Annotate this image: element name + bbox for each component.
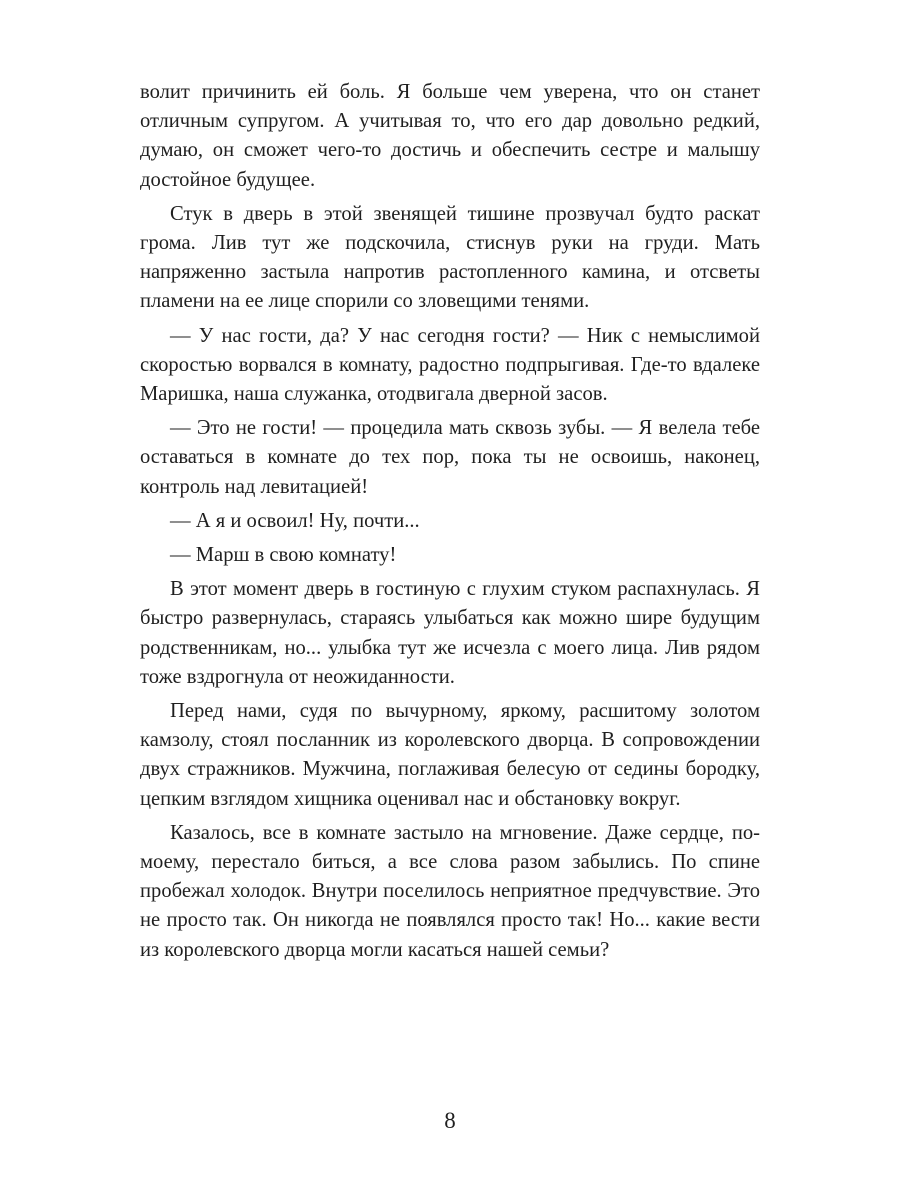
body-text: [140, 78, 760, 970]
page-number: 8: [444, 1108, 456, 1133]
paragraph-7: В этот момент дверь в гостиную с глухим стуком распахнулась. Я быстро развернулась, стараясь улыбаться как можно шире будущим родственникам, но... улыбка тут же исчезла с моего лица. Лив рядом тоже вздрогнула от неожиданности.: [140, 578, 760, 688]
paragraph-4: — Это не гости! — процедила мать сквозь зубы. — Я велела тебе оставаться в комнате до тех пор, пока ты не освоишь, наконец, контроль над левитацией!: [140, 417, 760, 498]
paragraph-1: волит причинить ей боль. Я больше чем уверена, что он станет отличным супругом. А учитывая то, что его дар довольно редкий, думаю, он сможет чего-то достичь и обеспечить сестре и малышу достойное будущее.: [140, 81, 760, 191]
paragraph-2: Стук в дверь в этой звенящей тишине прозвучал будто раскат грома. Лив тут же подскочила, стиснув руки на груди. Мать напряженно застыла напротив растопленного камина, и отсветы пламени на ее лице спорили со зловещими тенями.: [140, 202, 760, 313]
paragraph-3: — У нас гости, да? У нас сегодня гости? — Ник с немыслимой скоростью ворвался в комнату, радостно подпрыгивая. Где-то вдалеке Маришка, наша служанка, отодвигала дверной засов.: [140, 324, 760, 406]
paragraph-8: Перед нами, судя по вычурному, яркому, расшитому золотом камзолу, стоял посланник из королевского дворца. В сопровождении двух стражников. Мужчина, поглаживая белесую от седины бородку, цепким взглядом хищника оценивал нас и обстановку вокруг.: [140, 700, 760, 810]
paragraph-5: — А я и освоил! Ну, почти...: [170, 509, 420, 532]
paragraph-9: Казалось, все в комнате застыло на мгновение. Даже сердце, по-моему, перестало биться, а все слова разом забылись. По спине пробежал холодок. Внутри поселилось неприятное предчувствие. Это не просто так. Он никогда не появлялся просто так! Но... какие вести из королевского дворца могли касаться нашей семьи?: [140, 821, 760, 961]
paragraph-6: — Марш в свою комнату!: [170, 544, 397, 567]
